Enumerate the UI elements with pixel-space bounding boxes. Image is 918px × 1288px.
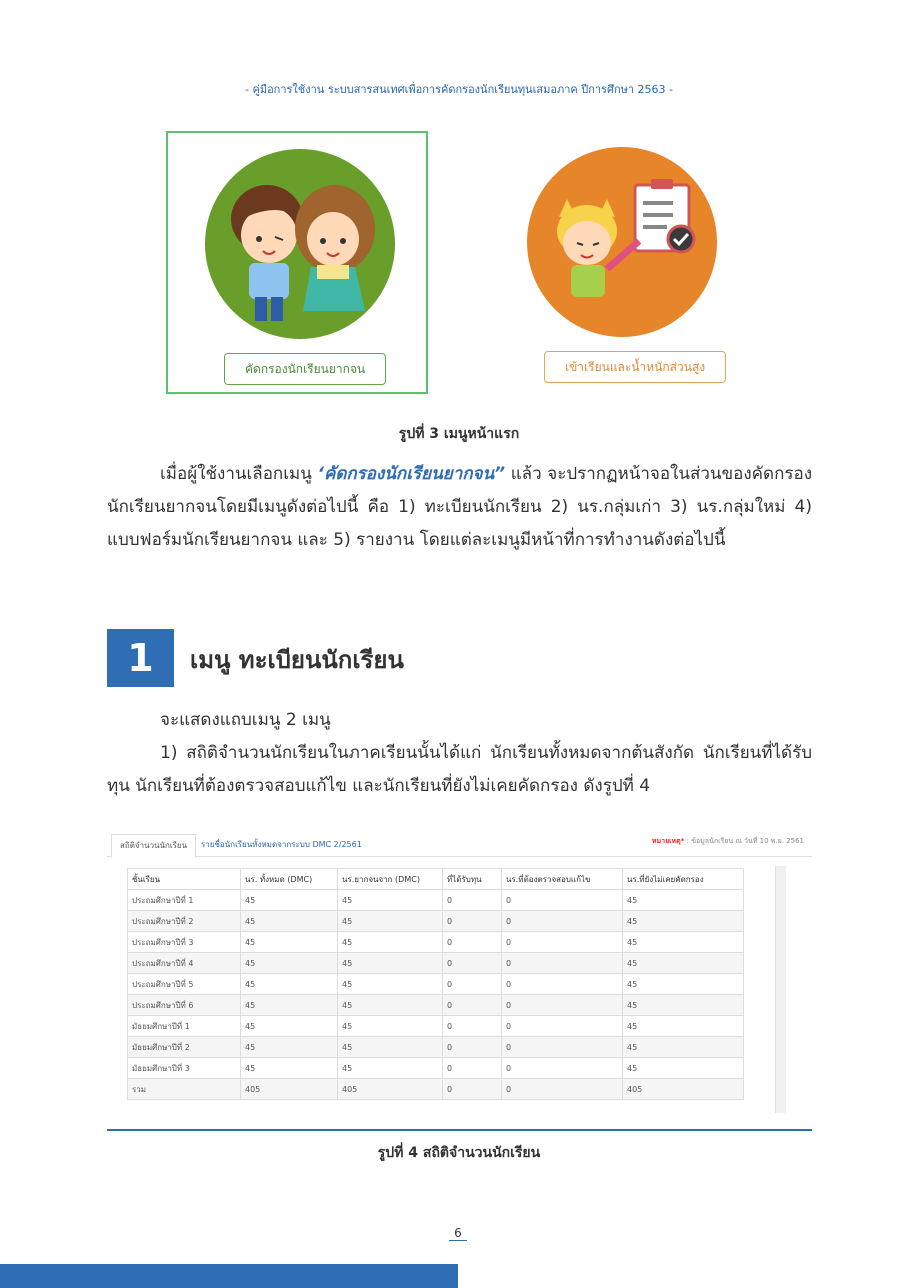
menu-card-attendance[interactable]	[490, 131, 752, 394]
cell-value: 0	[502, 911, 623, 932]
cell-value: 0	[443, 911, 502, 932]
cell-value: 45	[338, 1058, 443, 1079]
cell-value: 45	[241, 911, 338, 932]
page-number: 6	[449, 1226, 467, 1241]
table-row	[128, 953, 744, 974]
cell-value: 45	[623, 1037, 744, 1058]
cell-value: 45	[623, 1058, 744, 1079]
note-label: หมายเหตุ*	[651, 837, 685, 845]
col-header: นร.ที่ยังไม่เคยคัดกรอง	[623, 869, 744, 890]
table-header-row	[128, 869, 744, 890]
cell-value: 45	[623, 974, 744, 995]
stats-description-paragraph	[107, 737, 812, 803]
cell-value: 0	[443, 1037, 502, 1058]
cell-value: 0	[443, 974, 502, 995]
cell-value: 45	[241, 974, 338, 995]
cell-value: 45	[623, 953, 744, 974]
cell-value: 45	[338, 1037, 443, 1058]
intro-text-after: แล้ว จะปรากฏหน้าจอในส่วนของคัดกรองนักเรียนยากจนโดยมีเมนูดังต่อไปนี้ คือ 1) ทะเบียนนักเรียน 2) นร.กลุ่มเก่า 3) นร.กลุ่มใหม่ 4) แบบฟอร์มนักเรียนยากจน และ 5) รายงาน โดยแต่ละเมนูมีหน้าที่การทำงานดังต่อไปนี้	[107, 464, 812, 550]
table-scrollbar[interactable]	[775, 866, 786, 1113]
table-row	[128, 995, 744, 1016]
cell-value: 45	[623, 911, 744, 932]
cell-value: 45	[338, 974, 443, 995]
figure-4-caption: รูปที่ 4 สถิติจำนวนนักเรียน	[377, 1145, 541, 1161]
table-row	[128, 974, 744, 995]
table-row	[128, 1037, 744, 1058]
cell-value: 0	[443, 1016, 502, 1037]
cell-value: 0	[443, 953, 502, 974]
cell-value: 0	[443, 995, 502, 1016]
table-row	[128, 932, 744, 953]
tab-dmc-student-list[interactable]: รายชื่อนักเรียนทั้งหมดจากระบบ DMC 2/2561	[201, 840, 362, 849]
cell-value: 405	[623, 1079, 744, 1100]
table-total-row	[128, 1079, 744, 1100]
cell-value: 45	[241, 953, 338, 974]
cell-value: 45	[241, 1058, 338, 1079]
cell-grade: ประถมศึกษาปีที่ 4	[128, 953, 241, 974]
cell-value: 45	[241, 890, 338, 911]
cell-value: 45	[241, 932, 338, 953]
cell-value: 45	[241, 1037, 338, 1058]
cell-value: 405	[241, 1079, 338, 1100]
col-header: นร. ทั้งหมด (DMC)	[241, 869, 338, 890]
cell-grade: มัธยมศึกษาปีที่ 3	[128, 1058, 241, 1079]
cell-value: 45	[623, 995, 744, 1016]
menu-card-screen-poor[interactable]	[166, 131, 428, 394]
menu-count-text: จะแสดงแถบเมนู 2 เมนู	[160, 710, 331, 730]
cell-grade: ประถมศึกษาปีที่ 2	[128, 911, 241, 932]
cell-value: 0	[443, 1079, 502, 1100]
col-header: ที่ได้รับทุน	[443, 869, 502, 890]
cell-grade: ประถมศึกษาปีที่ 5	[128, 974, 241, 995]
tab-student-statistics[interactable]: สถิติจำนวนนักเรียน	[111, 834, 196, 858]
intro-text-before: เมื่อผู้ใช้งานเลือกเมนู	[160, 464, 318, 484]
data-date-note	[652, 836, 804, 847]
cell-value: 0	[443, 890, 502, 911]
cell-value: 45	[338, 995, 443, 1016]
note-text: : ข้อมูลนักเรียน ณ วันที่ 10 พ.ย. 2561	[684, 837, 804, 845]
cell-value: 0	[502, 890, 623, 911]
cell-grade: ประถมศึกษาปีที่ 6	[128, 995, 241, 1016]
cell-value: 0	[502, 932, 623, 953]
cell-value: 45	[623, 890, 744, 911]
cell-value: 0	[502, 1037, 623, 1058]
section-title: เมนู ทะเบียนนักเรียน	[190, 646, 404, 674]
col-header: นร.ที่ต้องตรวจสอบแก้ไข	[502, 869, 623, 890]
tab-bar	[107, 826, 812, 857]
footer-bar	[0, 1264, 458, 1288]
stats-description-text: 1) สถิติจำนวนนักเรียนในภาคเรียนนั้นได้แก่ นักเรียนทั้งหมดจากต้นสังกัด นักเรียนที่ได้รับทุน นักเรียนที่ต้องตรวจสอบแก้ไข และนักเรียนที่ยังไม่เคยคัดกรอง ดังรูปที่ 4	[107, 743, 812, 796]
intro-paragraph	[107, 458, 812, 557]
cell-grade: มัธยมศึกษาปีที่ 1	[128, 1016, 241, 1037]
figure-3-caption: รูปที่ 3 เมนูหน้าแรก	[398, 426, 520, 442]
cell-value: 45	[241, 1016, 338, 1037]
attendance-weight-height-button[interactable]: เข้าเรียนและน้ำหนักส่วนสูง	[544, 351, 726, 383]
kids-illustration	[205, 149, 395, 339]
table-row	[128, 911, 744, 932]
cell-value: 45	[241, 995, 338, 1016]
table-row	[128, 1016, 744, 1037]
student-stats-screenshot	[107, 826, 812, 1126]
running-header: - คู่มือการใช้งาน ระบบสารสนเทศเพื่อการคัดกรองนักเรียนทุนเสมอภาค ปีการศึกษา 2563 -	[245, 83, 673, 96]
menu-name-highlight: ‘คัดกรองนักเรียนยากจน”	[317, 464, 506, 484]
cell-grade: ประถมศึกษาปีที่ 3	[128, 932, 241, 953]
table-row	[128, 1058, 744, 1079]
cell-grade: ประถมศึกษาปีที่ 1	[128, 890, 241, 911]
table-row	[128, 890, 744, 911]
cell-value: 45	[338, 911, 443, 932]
menu-count-paragraph	[107, 704, 812, 737]
cell-value: 45	[623, 932, 744, 953]
cell-grade: มัธยมศึกษาปีที่ 2	[128, 1037, 241, 1058]
cell-value: 0	[502, 1016, 623, 1037]
cell-value: 0	[502, 995, 623, 1016]
section-number: 1	[107, 629, 174, 687]
cell-value: 405	[338, 1079, 443, 1100]
cell-value: 45	[338, 1016, 443, 1037]
student-stats-table	[127, 868, 744, 1100]
cell-value: 45	[623, 1016, 744, 1037]
col-header: นร.ยากจนจาก (DMC)	[338, 869, 443, 890]
cell-value: 0	[502, 1058, 623, 1079]
screen-poor-students-button[interactable]: คัดกรองนักเรียนยากจน	[224, 353, 386, 385]
cell-value: 0	[443, 1058, 502, 1079]
cell-value: 45	[338, 953, 443, 974]
cell-value: 45	[338, 890, 443, 911]
cell-value: 0	[443, 932, 502, 953]
cell-grade: รวม	[128, 1079, 241, 1100]
girl-clipboard-illustration	[527, 147, 717, 337]
cell-value: 0	[502, 953, 623, 974]
cell-value: 45	[338, 932, 443, 953]
divider	[107, 1129, 812, 1131]
cell-value: 0	[502, 974, 623, 995]
cell-value: 0	[502, 1079, 623, 1100]
col-header: ชั้นเรียน	[128, 869, 241, 890]
